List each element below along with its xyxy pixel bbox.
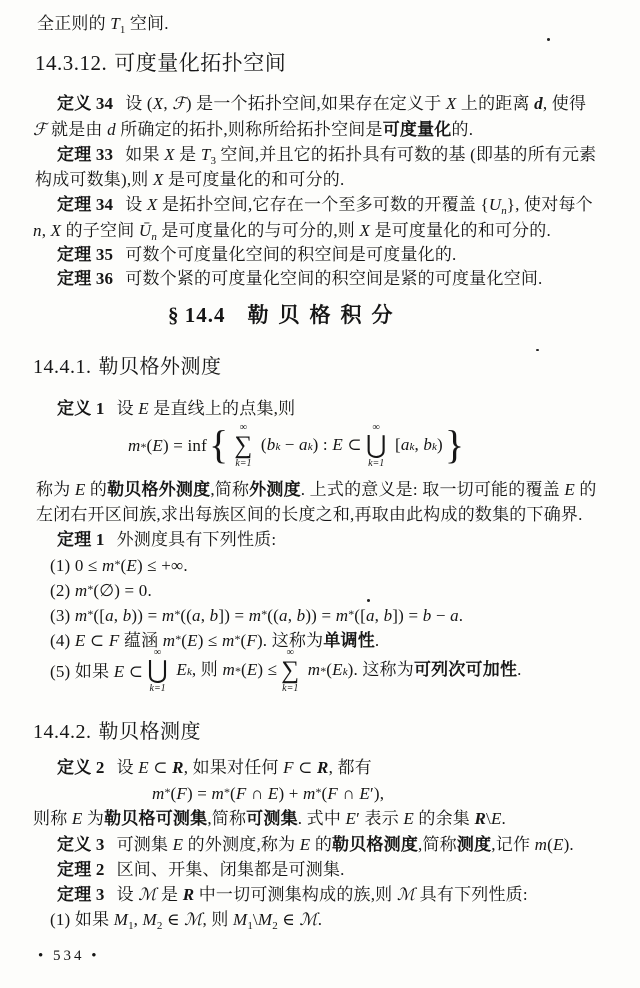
- theorem-2-line: 定理 2 区间、开集、闭集都是可测集.: [57, 860, 345, 879]
- theorem-35-line: 定理 35 可数个可度量化空间的积空间是可度量化的.: [57, 245, 457, 264]
- scan-speck: [367, 599, 370, 602]
- theorem-1-line: 定理 1 外测度具有下列性质:: [57, 530, 277, 549]
- sum-operator: [234, 423, 252, 469]
- theorem-3-line: 定理 3 设 ℳ 是 R 中一切可测集构成的族,则 ℳ 具有下列性质:: [57, 885, 528, 904]
- definition-34-line-1: 定义 34 设 (X, ℱ) 是一个拓扑空间,如果存在定义于 X 上的距离 d, 使得: [57, 94, 587, 113]
- subsection-number: 14.4.2.: [33, 721, 92, 743]
- outer-measure-formula: [128, 423, 466, 469]
- context-line: 全正则的 $T_1$ 空间.: [37, 14, 169, 36]
- scan-speck: [547, 38, 550, 41]
- property-5-pre: (5) 如果 E ⊂: [50, 661, 144, 681]
- page-number: • 534 •: [38, 948, 100, 964]
- subsection-heading-14-4-2: [33, 721, 201, 744]
- union-lower-limit: k=1: [368, 458, 385, 469]
- union-operator: [366, 423, 387, 469]
- definition-2-formula: m*(F) = m*(F ∩ E) + m*(F ∩ E′),: [152, 784, 385, 803]
- union-operator: [147, 648, 168, 694]
- close-brace: }: [444, 422, 465, 467]
- theorem-36-line: 定理 36 可数个紧的可度量化空间的积空间是紧的可度量化空间.: [57, 269, 543, 288]
- theorem-33-line-2: 构成可数集),则 X 是可度量化的和可分的.: [35, 170, 345, 189]
- subsection-heading-14-4-1: [33, 356, 222, 379]
- formula-mid: ( b k − a k ) : E ⊂: [256, 435, 362, 454]
- property-4: (4) E ⊂ F 蕴涵 m*(E) ≤ m*(F). 这称为单调性.: [50, 631, 380, 650]
- property-5-mid: E k , 则 m * ( E ) ≤: [176, 660, 278, 679]
- union-upper-limit: ∞: [372, 422, 380, 433]
- union-lower-limit: k=1: [149, 683, 166, 694]
- explanation-line-2: 左闭右开区间族,求出每族区间的长度之和,再取由此构成的数集的下确界.: [36, 505, 583, 524]
- chapter-number: 14.4: [184, 303, 226, 327]
- chapter-title: 勒贝格积分: [247, 303, 403, 327]
- union-upper-limit: ∞: [154, 647, 162, 658]
- section-title: 可度量化拓扑空间: [114, 51, 287, 75]
- subsection-number: 14.4.1.: [33, 356, 92, 378]
- measurable-property-1: (1) 如果 $M_1$, $M_2$ ∈ ℳ, 则 $M_1\backslash M_2$ ∈ ℳ.: [50, 910, 323, 932]
- sigma-symbol: ∑: [281, 657, 300, 684]
- union-symbol: ⋃: [147, 657, 168, 684]
- scan-speck: [536, 349, 539, 351]
- sum-operator: [281, 648, 299, 694]
- sum-upper-limit: ∞: [286, 647, 294, 658]
- sigma-symbol: ∑: [234, 432, 253, 459]
- definition-2-line-1: 定义 2 设 E ⊂ R, 如果对任何 F ⊂ R, 都有: [57, 758, 372, 777]
- definition-2-line-3: 则称 E 为勒贝格可测集,简称可测集. 式中 E′ 表示 E 的余集 R\E.: [33, 809, 506, 828]
- union-symbol: ⋃: [365, 432, 387, 459]
- sum-lower-limit: k=1: [282, 683, 299, 694]
- subsection-title: 勒贝格外测度: [98, 356, 222, 378]
- open-brace: {: [209, 422, 229, 467]
- theorem-34-line-2: n, X 的子空间 $Ū_n$ 是可度量化的与可分的,则 X 是可度量化的和可分的.: [33, 221, 551, 243]
- property-3: (3) m*([a, b)) = m*((a, b]) = m*((a, b)) = m*([a, b]) = b − a.: [50, 606, 464, 625]
- property-5-post: m * ( E k ). 这称为 可列次可加性 .: [307, 660, 522, 679]
- theorem-33-line-1: 定理 33 如果 X 是 $T_3$ 空间,并且它的拓扑具有可数的基 (即基的所有元素: [57, 145, 597, 167]
- theorem-34-line-1: 定理 34 设 X 是拓扑空间,它存在一个至多可数的开覆盖 $\{U_n\}$, 使对每个: [57, 195, 593, 217]
- section-number: 14.3.12.: [35, 51, 108, 75]
- sum-upper-limit: ∞: [239, 422, 247, 433]
- section-heading-14-3-12: [35, 52, 286, 75]
- formula-lhs: m * ( E ) = inf: [128, 435, 207, 455]
- subsection-title: 勒贝格测度: [98, 721, 201, 743]
- chapter-heading-14-4: [168, 304, 402, 327]
- explanation-line-1: 称为 E 的勒贝格外测度,简称外测度. 上式的意义是: 取一切可能的覆盖 E 的: [36, 480, 597, 499]
- definition-1-line: 定义 1 设 E 是直线上的点集,则: [57, 399, 296, 418]
- property-1: (1) 0 ≤ m*(E) ≤ +∞.: [50, 556, 188, 575]
- definition-34-line-2: ℱ 就是由 d 所确定的拓扑,则称所给拓扑空间是可度量化的.: [33, 120, 474, 139]
- definition-3-line: 定义 3 可测集 E 的外测度,称为 E 的勒贝格测度,简称测度,记作 m(E).: [57, 835, 574, 854]
- sum-lower-limit: k=1: [235, 458, 252, 469]
- property-2: (2) m*(∅) = 0.: [50, 581, 152, 600]
- section-mark: §: [168, 303, 179, 327]
- formula-rhs: [ a k , b k ): [390, 435, 443, 454]
- property-5: [50, 648, 522, 694]
